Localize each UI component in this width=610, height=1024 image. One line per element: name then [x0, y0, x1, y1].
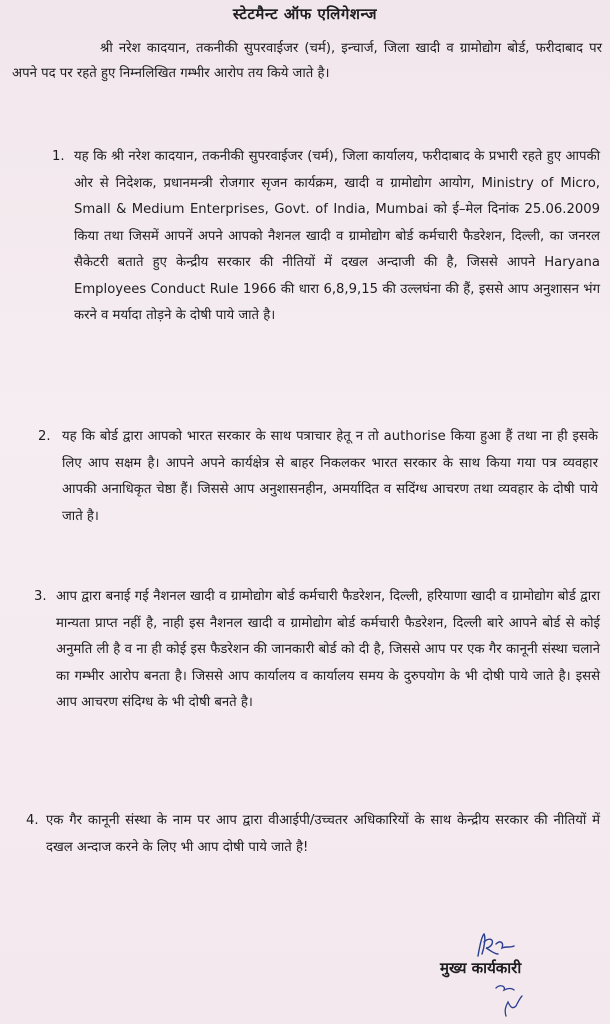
allegation-text: आप द्वारा बनाई गई नैशनल खादी व ग्रामोद्योग बोर्ड कर्मचारी फैडरेशन, दिल्ली, हरियाणा खादी व ग्रामोद्योग बोर्ड द्वारा मान्यता प्राप्त नहीं है, नाही इस नैशनल खादी व ग्रामोद्योग बोर्ड कर्मचारी फैडरेशन, दिल्ली बारे आपने बोर्ड से कोई अनुमति ली है व ना ही कोई इस फैडरेशन की जानकारी बोर्ड को दी है, जिससे आप पर एक गैर कानूनी संस्था चलाने का गम्भीर आरोप बनता है। जिससे आप कार्यालय व कार्यालय समय के दुरुपयोग के भी दोषी पाये जाते है। इससे आप आचरण संदिग्ध के भी दोषी बनते है।	[56, 589, 600, 710]
initials-mark	[492, 980, 532, 1020]
allegation-item-2	[38, 424, 598, 530]
intro-text: श्री नरेश कादयान, तकनीकी सुपरवाईजर (चर्म), इन्चार्ज, जिला खादी व ग्रामोद्योग बोर्ड, फरीदाबाद पर अपने पद पर रहते हुए निम्नलिखित गम्भीर आरोप तय किये जाते है।	[12, 41, 602, 81]
signatory-designation: मुख्य कार्यकारी	[440, 959, 522, 977]
allegation-number: 2.	[38, 429, 51, 444]
allegation-text: यह कि बोर्ड द्वारा आपको भारत सरकार के साथ पत्राचार हेतू न तो authorise किया हुआ हैं तथा ना ही इसके लिए आप सक्षम है। आपने अपने कार्यक्षेत्र से बाहर निकलकर भारत सरकार के साथ किया गया पत्र व्यवहार आपकी अनाधिकृत चेष्ठा हैं। जिससे आप अनुशासनहीन, अमर्यादित व सदिंग्ध आचरण तथा व्यवहार के दोषी पाये जाते है।	[62, 429, 598, 524]
allegation-number: 3.	[34, 589, 47, 604]
intro-paragraph	[12, 36, 602, 86]
allegation-number: 1.	[52, 149, 65, 164]
allegation-item-4	[26, 808, 600, 861]
document-title: स्टेटमैन्ट ऑफ एलिगेशन्ज	[232, 5, 378, 23]
allegation-text: यह कि श्री नरेश कादयान, तकनीकी सुपरवाईजर (चर्म), जिला कार्यालय, फरीदाबाद के प्रभारी रहते हुए आपकी ओर से निदेशक, प्रधानमन्त्री रोजगार सृजन कार्यक्रम, खादी व ग्रामोद्योग आयोग, Ministry of Micro, Small & Medium Enterprises, Govt. of India, Mumbai को ई–मेल दिनांक 25.06.2009 किया तथा जिसमें आपनें अपने आपको नैशनल खादी व ग्रामोद्योग बोर्ड कर्मचारी फैडरेशन, दिल्ली, का जनरल सैकेटरी बताते हुए केन्द्रीय सरकार की नीतियों में दखल अन्दाजी की है, जिससे आपने Haryana Employees Conduct Rule 1966 की धारा 6,8,9,15 की उल्लघंना की हैं, इससे आप अनुशासन भंग करने व मर्यादा तोड़ने के दोषी पाये जाते है।	[74, 149, 600, 323]
allegation-text: एक गैर कानूनी संस्था के नाम पर आप द्वारा वीआईपी/उच्चतर अधिकारियों के साथ केन्द्रीय सरकार की नीतियों में दखल अन्दाज करने के लिए भी आप दोषी पाये जाते है!	[46, 813, 600, 855]
allegation-number: 4.	[26, 813, 39, 828]
allegation-item-3	[34, 584, 600, 717]
allegation-item-1	[52, 144, 600, 330]
